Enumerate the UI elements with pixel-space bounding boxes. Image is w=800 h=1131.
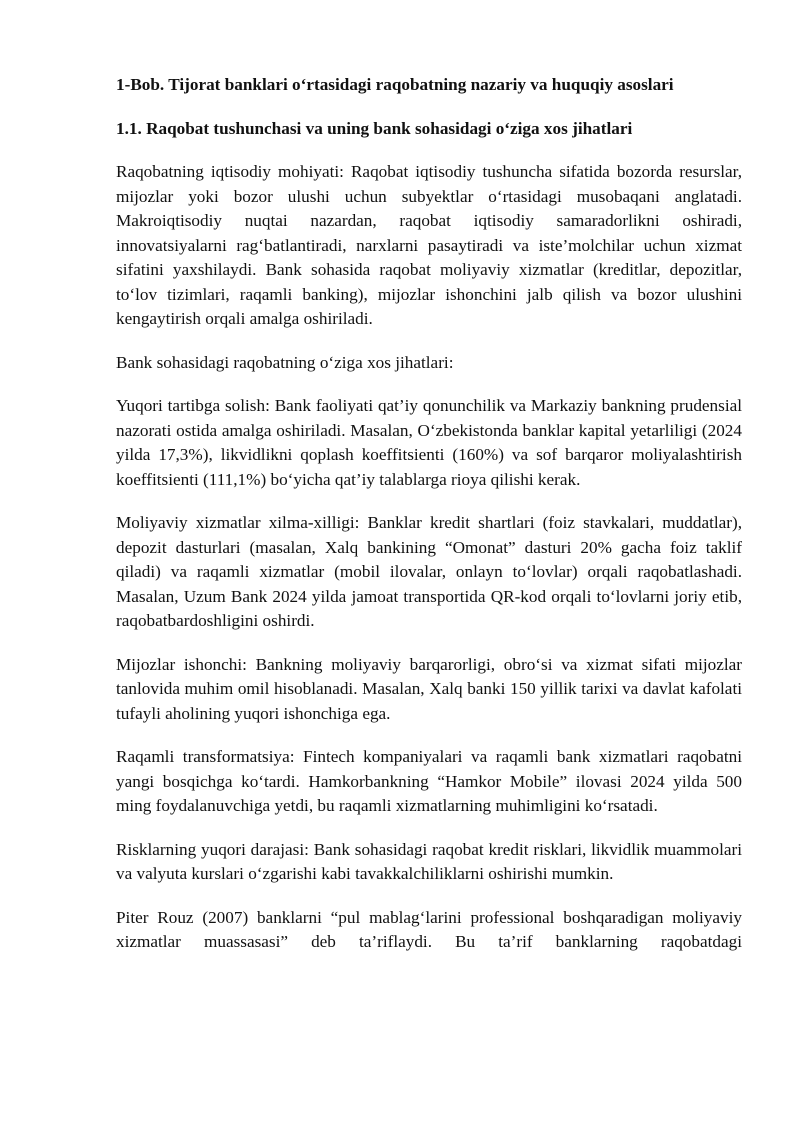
section-title: 1.1. Raqobat tushunchasi va uning bank sohasidagi o‘ziga xos jihatlari xyxy=(116,118,633,138)
paragraph-bank-specifics-intro: Bank sohasidagi raqobatning o‘ziga xos jihatlari: xyxy=(116,352,454,372)
paragraph-digital-transformation: Raqamli transformatsiya: Fintech kompaniyalari va raqamli bank xizmatlari raqobatni yangi bosqichga ko‘tardi. Hamkorbankning “Hamkor Mobile” ilovasi 2024 yilda 500 ming foydalanuvchiga yetdi, bu raqamli xizmatlarning muhimligini ko‘rsatadi. xyxy=(116,747,742,815)
paragraph-peter-rose: Piter Rouz (2007) banklarni “pul mablag‘larini professional boshqaradigan moliyaviy xizmatlar muassasasi” deb ta’riflaydi. Bu ta’rif banklarning raqobatdagi xyxy=(116,907,742,951)
chapter-title: 1-Bob. Tijorat banklari o‘rtasidagi raqobatning nazariy va huquqiy asoslari xyxy=(116,75,674,94)
paragraph-regulation: Yuqori tartibga solish: Bank faoliyati qat’iy qonunchilik va Markaziy bankning prudensial nazorati ostida amalga oshiriladi. Masalan, O‘zbekistonda banklar kapital yetarliligi (2024 yilda 17,3%), likvidlikni qoplash koeffitsienti (160%) va sof barqaror moliyalashtirish koeffitsienti (111,1%) bo‘yicha qat’iy talablarga rioya qilishi kerak. xyxy=(116,396,742,489)
paragraph-economic-essence: Raqobatning iqtisodiy mohiyati: Raqobat iqtisodiy tushuncha sifatida bozorda resurslar, mijozlar yoki bozor ulushi uchun subyektlar o‘rtasidagi musobaqani anglatadi. Makroiqtisodiy nuqtai nazardan, raqobat iqtisodiy samaradorlikni oshiradi, innovatsiyalarni rag‘batlantiradi, narxlarni pasaytiradi va iste’molchilar uchun xizmat sifatini yaxshilaydi. Bank sohasida raqobat moliyaviy xizmatlar (kreditlar, depozitlar, to‘lov tizimlari, raqamli banking), mijozlar ishonchini jalb qilish va bozor ulushini kengaytirish orqali amalga oshiriladi. xyxy=(116,162,742,328)
document-page xyxy=(116,73,742,974)
paragraph-risk-level: Risklarning yuqori darajasi: Bank sohasidagi raqobat kredit risklari, likvidlik muammolari va valyuta kurslari o‘zgarishi kabi tavakkalchiliklarni oshirishi mumkin. xyxy=(116,839,742,883)
paragraph-client-trust: Mijozlar ishonchi: Bankning moliyaviy barqarorligi, obro‘si va xizmat sifati mijozlar tanlovida muhim omil hisoblanadi. Masalan, Xalq banki 150 yillik tarixi va davlat kafolati tufayli aholining yuqori ishonchiga ega. xyxy=(116,654,742,723)
paragraph-service-diversity: Moliyaviy xizmatlar xilma-xilligi: Banklar kredit shartlari (foiz stavkalari, muddatlar), depozit dasturlari (masalan, Xalq bankining “Omonat” dasturi 20% gacha foiz taklif qiladi) va raqamli xizmatlar (mobil ilovalar, onlayn to‘lovlar) orqali raqobatlashadi. Masalan, Uzum Bank 2024 yilda jamoat transportida QR-kod orqali to‘lovlarni joriy etib, raqobatbardoshligini oshirdi. xyxy=(116,513,742,630)
